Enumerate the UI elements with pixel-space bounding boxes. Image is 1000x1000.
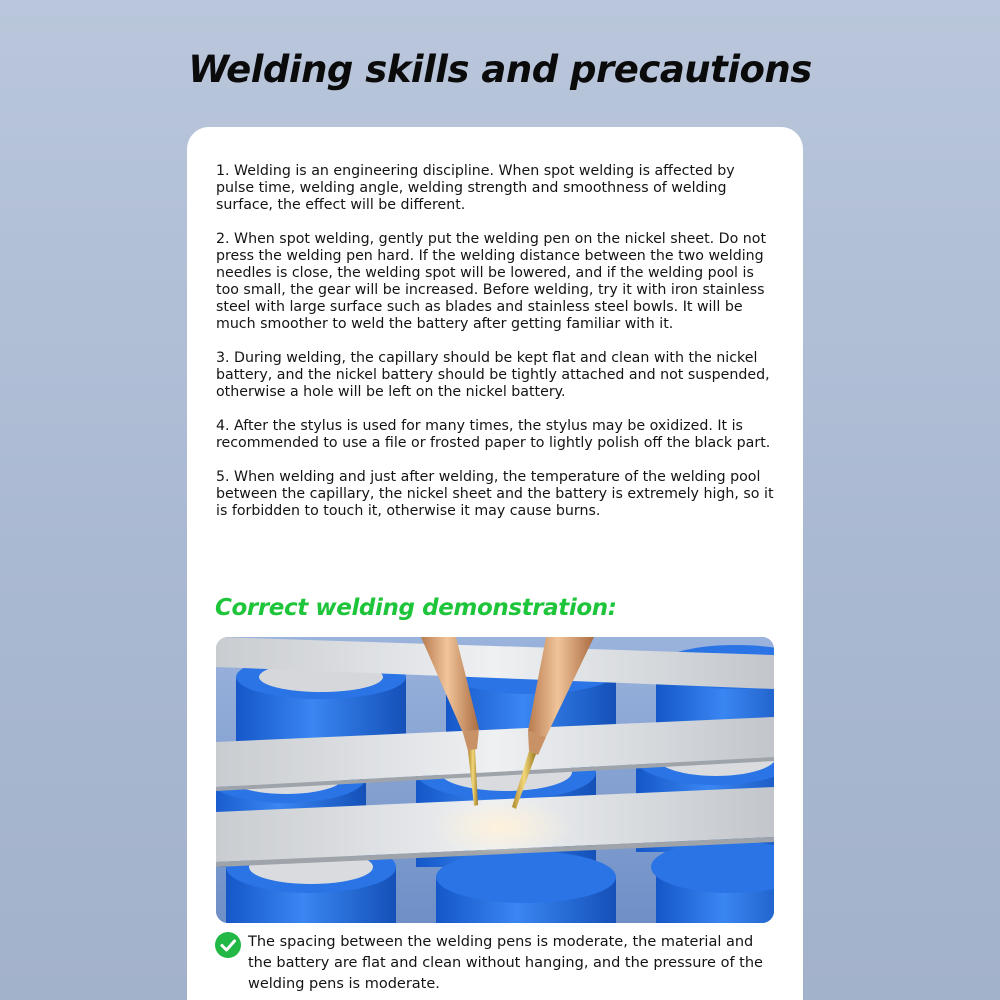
- tip-2: 2. When spot welding, gently put the welding pen on the nickel sheet. Do not press the welding pen hard. If the welding distance between the two welding needles is close, the welding spot will be lowered, and if the welding pool is too small, the gear will be increased. Before welding, try it with iron stainless steel with large surface such as blades and stainless steel bowls. It will be much smoother to weld the battery after getting familiar with it.: [216, 231, 767, 332]
- demo-title: Correct welding demonstration:: [215, 595, 617, 621]
- tip-4: 4. After the stylus is used for many times, the stylus may be oxidized. It is recommended to use a file or frosted paper to lightly polish off the black part.: [216, 418, 771, 451]
- demo-caption-text: The spacing between the welding pens is moderate, the material and the battery are flat and clean without hanging, and the pressure of the welding pens is moderate.: [248, 934, 763, 992]
- tips-list: [216, 163, 776, 537]
- check-circle-icon: [215, 932, 241, 958]
- tip-1: 1. Welding is an engineering discipline. When spot welding is affected by pulse time, welding angle, welding strength and smoothness of welding surface, the effect will be different.: [216, 163, 735, 213]
- tip-5: 5. When welding and just after welding, the temperature of the welding pool between the capillary, the nickel sheet and the battery is extremely high, so it is forbidden to touch it, otherwise it may cause burns.: [216, 469, 774, 519]
- tip-3: 3. During welding, the capillary should be kept flat and clean with the nickel battery, and the nickel battery should be tightly attached and not suspended, otherwise a hole will be left on the nickel battery.: [216, 350, 770, 400]
- content-card: [187, 127, 803, 1000]
- welding-demo-photo: [216, 637, 774, 923]
- demo-caption: [215, 932, 775, 995]
- page-title: Welding skills and precautions: [188, 48, 812, 91]
